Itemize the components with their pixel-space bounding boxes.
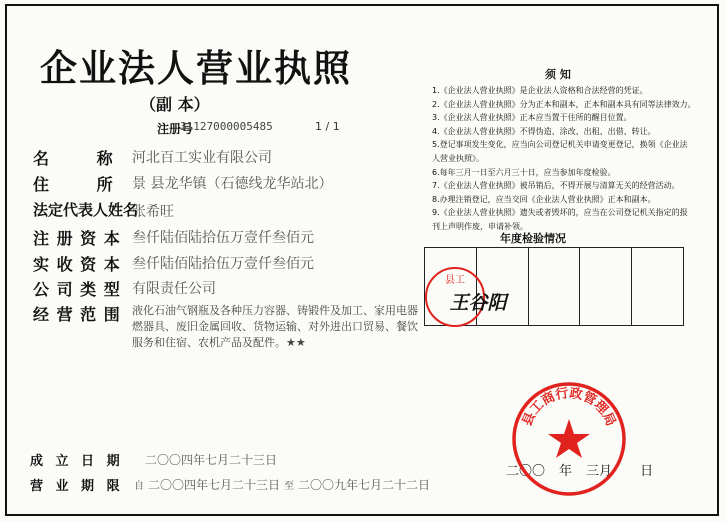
registration-label: 注册号 [157, 122, 194, 136]
notice-item: 9.《企业法人营业执照》遗失或者毁坏的，应当在公司登记机关指定的报 [432, 208, 688, 218]
term-to-prefix: 至 [284, 481, 295, 492]
notice-item: 1.《企业法人营业执照》是企业法人资格和合法经营的凭证。 [432, 86, 648, 95]
notice-item: 2.《企业法人营业执照》分为正本和副本，正本和副本具有同等法律效力。 [432, 99, 696, 109]
registration-page: 1 / 1 [315, 120, 340, 133]
field-label-name: 名 称 [33, 149, 113, 168]
inspection-stamp-icon [423, 261, 543, 333]
field-value-paid-capital: 叁仟陆佰陆拾伍万壹仟叁佰元 [132, 256, 314, 272]
registration-number: 31127000005485 [180, 120, 273, 133]
inspection-cell [632, 248, 683, 325]
term-from-date: 二〇〇四年七月二十三日 [148, 478, 281, 492]
field-value-company-type: 有限责任公司 [132, 281, 216, 297]
seal-text: 县工商行政管理局 [519, 386, 619, 429]
notice-item: 刊上声明作废，申请补领。 [432, 221, 528, 231]
notice-title: 须 知 [545, 68, 571, 81]
field-label-business-scope: 经 营 范 围 [33, 305, 120, 324]
field-label-registered-capital: 注 册 资 本 [33, 229, 120, 248]
field-value-legal-rep: 张希旺 [132, 204, 174, 220]
term-label: 营 业 期 限 [30, 479, 120, 494]
inspection-stamp-text: 县工 [445, 275, 465, 286]
field-label-address: 住 所 [33, 175, 113, 194]
term-to-date: 二〇〇九年七月二十二日 [298, 478, 431, 492]
field-value-name: 河北百工实业有限公司 [132, 150, 272, 166]
established-date: 二〇〇四年七月二十三日 [145, 453, 278, 467]
issue-month-suffix: 月 [599, 464, 613, 479]
notice-item: 3.《企业法人营业执照》正本应当置于住所的醒目位置。 [432, 113, 632, 123]
issue-day-suffix: 日 [640, 464, 654, 479]
notice-item: 4.《企业法人营业执照》不得伪造、涂改、出租、出借、转让。 [432, 126, 656, 136]
field-value-address: 景 县龙华镇（石德线龙华站北） [132, 176, 333, 192]
notice-item: 5.登记事项发生变化，应当向公司登记机关申请变更登记，换领《企业法 [432, 140, 688, 150]
field-label-legal-rep: 法定代表人姓名 [33, 201, 139, 219]
issue-year-suffix: 年 [559, 464, 573, 479]
established-label: 成 立 日 期 [30, 454, 120, 469]
business-scope-text: 液化石油气钢瓶及各种压力容器、铸锻件及加工、家用电器燃器具、废旧金属回收、货物运输、对外进出口贸易、餐饮服务和住宿、农机产品及配件。★★ [132, 304, 418, 349]
term-range [130, 476, 430, 493]
inspection-signature: 王谷阳 [449, 292, 507, 314]
copy-label: （副 本） [140, 95, 210, 114]
field-value-registered-capital: 叁仟陆佰陆拾伍万壹仟叁佰元 [132, 230, 314, 246]
seal-star-icon [548, 419, 590, 458]
notice-item: 8.办理注销登记，应当交回《企业法人营业执照》正本和副本。 [432, 194, 656, 204]
term-from-prefix: 自 [134, 481, 144, 492]
notice-item: 人营业执照》。 [432, 153, 484, 163]
inspection-cell [580, 248, 632, 325]
notice-item: 7.《企业法人营业执照》被吊销后，不得开展与清算无关的经营活动。 [432, 181, 680, 191]
official-seal-icon [510, 380, 628, 498]
notice-item: 6.每年三月一日至六月三十日，应当参加年度检验。 [432, 167, 616, 177]
field-label-paid-capital: 实 收 资 本 [33, 255, 120, 274]
issue-month: 三 [586, 464, 600, 479]
notice-list [432, 84, 700, 234]
field-label-company-type: 公 司 类 型 [33, 280, 120, 299]
annual-inspection-title: 年度检验情况 [500, 232, 566, 245]
document-title: 企业法人营业执照 [40, 47, 352, 90]
issue-year: 二〇〇 [506, 464, 546, 479]
